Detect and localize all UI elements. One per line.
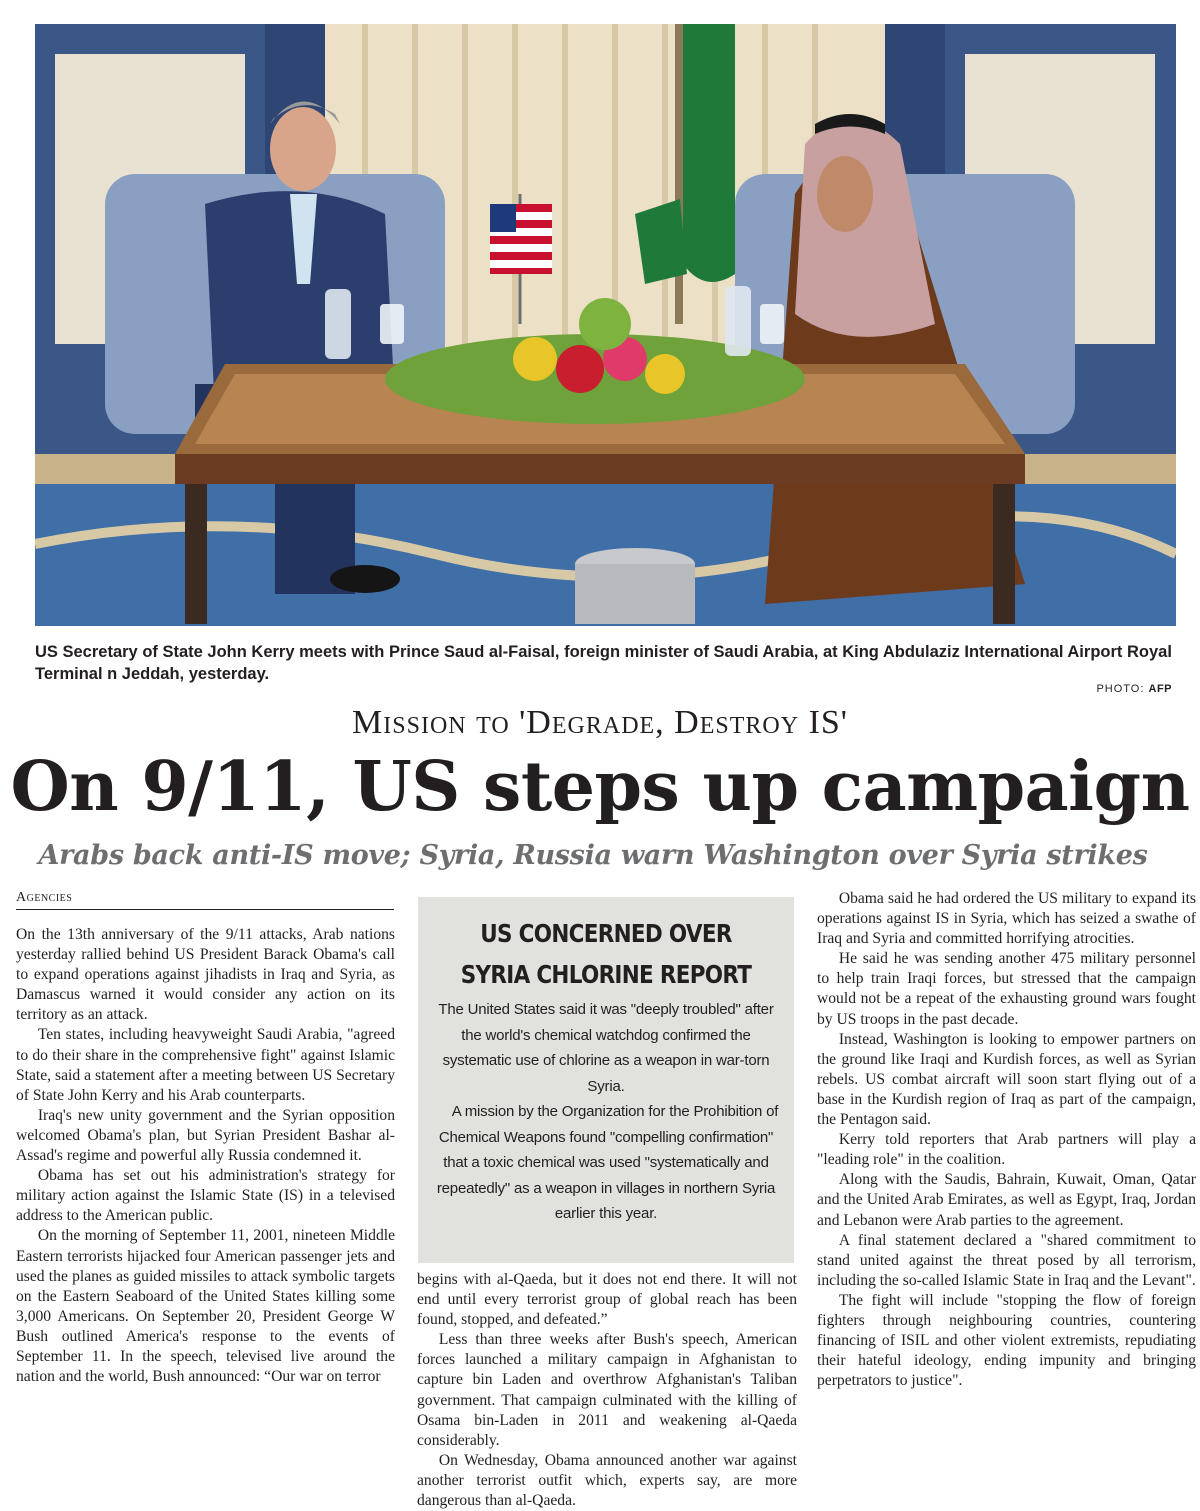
article-column-2 xyxy=(417,1270,797,1511)
article-column-3 xyxy=(817,889,1196,1391)
paragraph: Obama said he had ordered the US military to expand its operations against IS in Syria, which has seized a swathe of Iraq and Syria and committed horrifying atrocities. xyxy=(817,890,1196,948)
paragraph: Obama has set out his administration's strategy for military action against the Islamic State (IS) in a televised address to the American public. xyxy=(16,1167,395,1225)
headline: On 9/11, US steps up campaign xyxy=(10,747,1190,827)
credit-label: PHOTO: xyxy=(1096,683,1145,695)
paragraph: Kerry told reporters that Arab partners will play a "leading role" in the coalition. xyxy=(817,1131,1196,1169)
sidebar-paragraph: The United States said it was "deeply troubled" after the world's chemical watchdog confirmed the systematic use of chlorine as a weapon in war-torn Syria. xyxy=(438,1001,774,1095)
kicker: Mission to 'Degrade, Destroy IS' xyxy=(352,704,848,741)
sidebar-box xyxy=(418,897,794,1263)
paragraph: A final statement declared a "shared commitment to stand united against the threat posed by all terrorism, including the so-called Islamic State in Iraq and the Levant". xyxy=(817,1231,1196,1289)
sidebar-title: US CONCERNED OVER SYRIA CHLORINE REPORT xyxy=(460,919,752,989)
paragraph: On the 13th anniversary of the 9/11 attacks, Arab nations yesterday rallied behind US President Barack Obama's call to expand operations against jihadists in Iraq and Syria, as Damascus warned it would consider any action on its territory as an attack. xyxy=(16,926,395,1024)
news-photo xyxy=(35,24,1176,626)
paragraph: The fight will include "stopping the flow of foreign fighters through neighbouring countries, countering financing of ISIL and other violent extremists, repudiating their hateful ideology, ending impunity and bringing perpetrators to justice". xyxy=(817,1291,1196,1390)
us-flag-icon xyxy=(490,204,552,274)
saudi-flag-icon xyxy=(683,24,735,282)
photo-caption: US Secretary of State John Kerry meets with Prince Saud al-Faisal, foreign minister of Saudi Arabia, at King Abdulaziz International Airport Royal Terminal n Jeddah, yesterday. xyxy=(35,643,1172,683)
paragraph: On Wednesday, Obama announced another war against another terrorist outfit which, experts say, are more dangerous than al-Qaeda. xyxy=(417,1451,797,1510)
subheadline: Arabs back anti-IS move; Syria, Russia warn Washington over Syria strikes xyxy=(38,840,1148,871)
credit-source: AFP xyxy=(1148,683,1172,695)
photo-credit xyxy=(1096,683,1172,695)
paragraph: begins with al-Qaeda, but it does not end there. It will not end until every terrorist group of global reach has been found, stopped, and defeated.” xyxy=(417,1271,797,1329)
sidebar-body xyxy=(432,997,780,1227)
paragraph: Ten states, including heavyweight Saudi Arabia, "agreed to do their share in the comprehensive fight" against Islamic State, said a statement after a meeting between US Secretary of State John Kerry and his Arab counterparts. xyxy=(16,1026,395,1104)
article-column-1 xyxy=(16,925,395,1387)
paragraph: He said he was sending another 475 military personnel to help train Iraqi forces, but stressed that the campaign would not be a repeat of the exhausting ground wars fought by US troops in the past decade. xyxy=(817,950,1196,1028)
paragraph: On the morning of September 11, 2001, nineteen Middle Eastern terrorists hijacked four American passenger jets and used the planes as guided missiles to attack symbolic targets on the Eastern Seaboard of the United States killing some 3,000 Americans. On September 20, President George W Bush outlined America's response to the events of September 11. In the speech, televised live around the nation and the world, Bush announced: “Our war on terror xyxy=(16,1227,395,1386)
photo-illustration xyxy=(35,24,1176,626)
paragraph: Less than three weeks after Bush's speech, American forces launched a military campaign in Afghanistan to capture bin Laden and overthrow Afghanistan's Taliban government. That campaign culminated with the killing of Osama bin-Laden in 2011 and weakening al-Qaeda considerably. xyxy=(417,1331,797,1449)
byline: Agencies xyxy=(16,890,394,910)
paragraph: Instead, Washington is looking to empower partners on the ground like Iraqi and Kurdish forces, as well as Syrian rebels. US combat aircraft will soon start flying out of a base in the Kurdish region of Iraq as part of the campaign, the Pentagon said. xyxy=(817,1030,1196,1129)
paragraph: Along with the Saudis, Bahrain, Kuwait, Oman, Qatar and the United Arab Emirates, as well as Egypt, Iraq, Jordan and Lebanon were Arab parties to the agreement. xyxy=(817,1171,1196,1229)
paragraph: Iraq's new unity government and the Syrian opposition welcomed Obama's plan, but Syrian President Bashar al-Assad's regime and powerful ally Russia condemned it. xyxy=(16,1106,395,1165)
sidebar-paragraph: A mission by the Organization for the Prohibition of Chemical Weapons found "compelling confirmation" that a toxic chemical was used "systematically and repeatedly" as a weapon in villages in northern Syria earlier this year. xyxy=(436,1103,779,1222)
